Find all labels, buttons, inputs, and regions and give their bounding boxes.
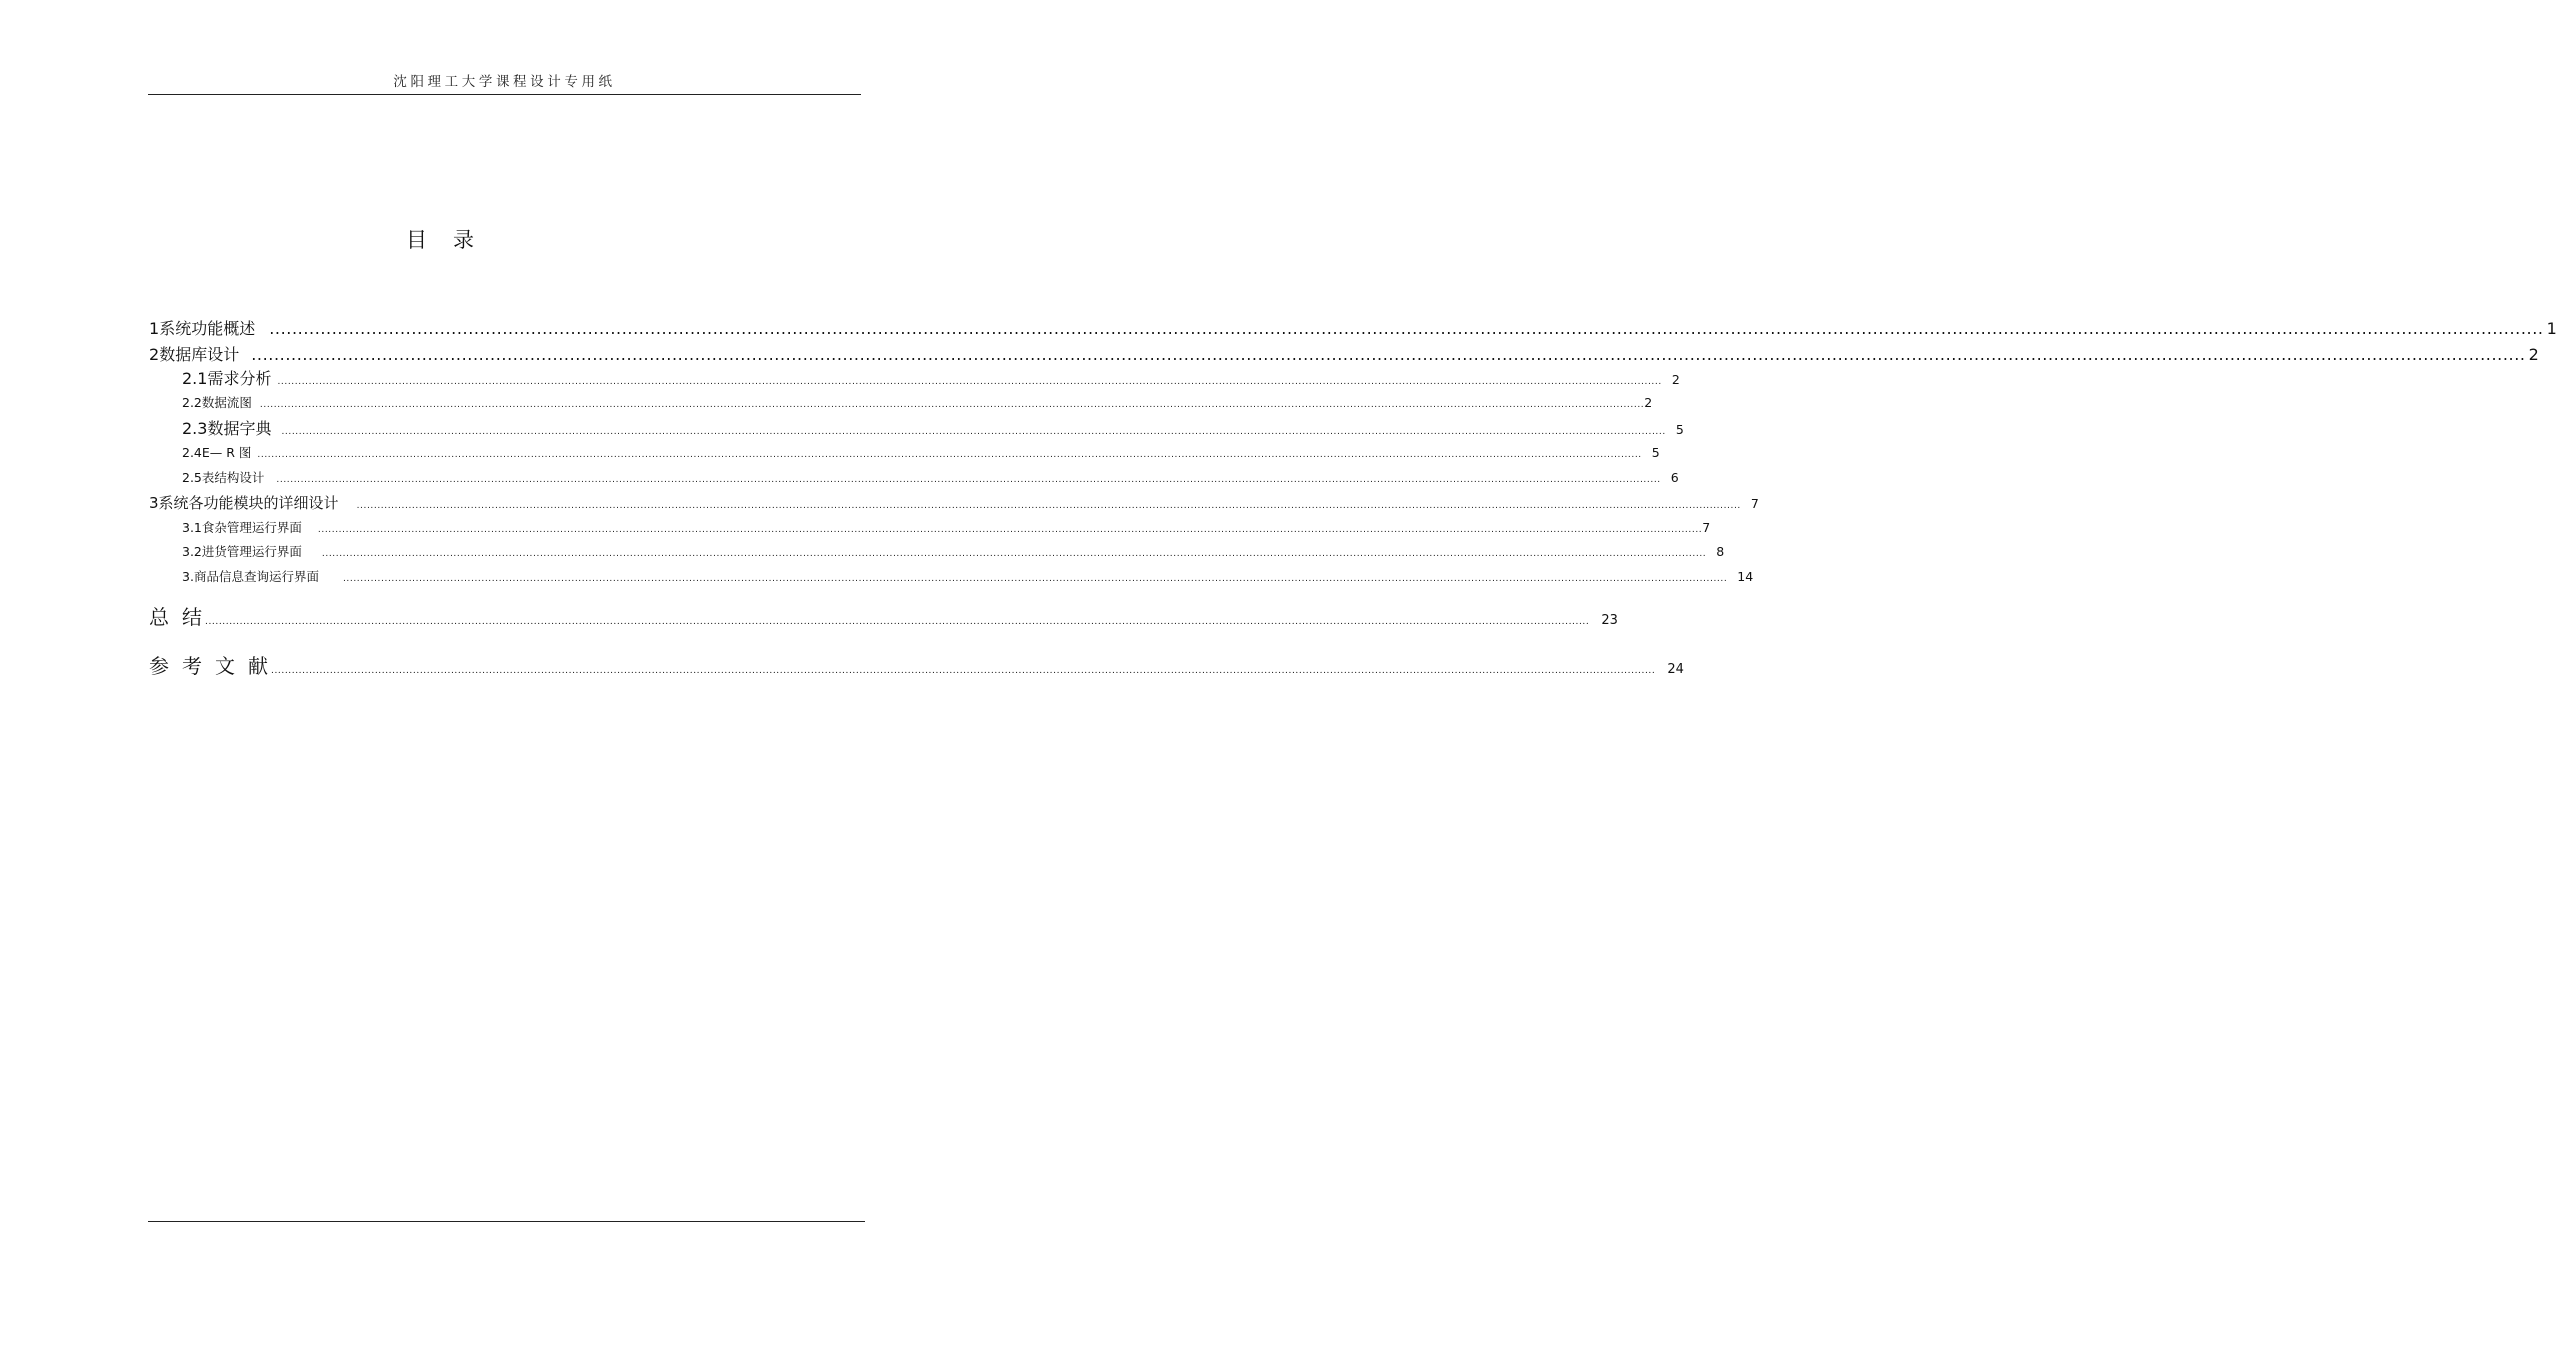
toc-leader-dots: ................................................................................................................................................................................................................................................................................................................................................................................................................ (317, 525, 1703, 535)
toc-leader-dots: ................................................................................................................................................................................................................................................................................................................................................................................................................ (259, 400, 1645, 410)
toc-entry-page: 2 (1671, 372, 1680, 387)
toc-entry-page: 2 (1644, 395, 1653, 410)
toc-entry-number: 1 (149, 319, 160, 338)
toc-entry-2-3[interactable] (182, 416, 1684, 439)
toc-entry-label: 食杂管理运行界面 (201, 520, 302, 535)
toc-entry-2-2[interactable] (182, 393, 1653, 411)
toc-entry-3-3[interactable] (182, 567, 1754, 585)
toc-entry-label: 表结构设计 (201, 470, 265, 485)
toc-entry-label: 参考文献 (149, 654, 281, 678)
footer-divider (148, 1221, 865, 1222)
toc-entry-page: 1 (2546, 319, 2557, 338)
toc-leader-dots: ................................................................................................................................................................................................................................................................................................................................................................................................................ (276, 475, 1661, 485)
toc-entry-label: 系统功能概述 (159, 319, 256, 338)
toc-entry-2-4[interactable] (182, 443, 1660, 461)
toc-leader-dots: ................................................................................................................................................................................................................................................................................................................................................................................................................ (257, 450, 1642, 460)
toc-entry-label: 数据流图 (201, 395, 252, 410)
toc-entry-number: 3 (149, 494, 159, 512)
toc-entry-page: 7 (1750, 496, 1759, 511)
toc-entry-number: 2.1 (182, 369, 208, 388)
header-divider (148, 94, 861, 95)
toc-entry-label: E— R 图 (201, 445, 252, 460)
toc-entry-number: 3. (182, 569, 194, 584)
toc-entry-page: 6 (1670, 470, 1679, 485)
toc-entry-page: 24 (1667, 662, 1684, 677)
toc-leader-dots: ................................................................................................................................................................................................................................................................................................................................................................................................................ (277, 377, 1662, 387)
toc-entry-page: 23 (1601, 613, 1618, 628)
toc-entry-label: 商品信息查询运行界面 (193, 569, 319, 584)
toc-entry-number: 2.3 (182, 419, 208, 438)
toc-entry-label: 总结 (149, 605, 215, 629)
toc-entry-number: 2.2 (182, 395, 202, 410)
toc-entry-label: 系统各功能模块的详细设计 (158, 494, 339, 512)
toc-entry-label: 需求分析 (207, 369, 272, 388)
toc-entry-number: 3.1 (182, 520, 202, 535)
toc-title: 目录 (406, 228, 500, 252)
toc-entry-2[interactable] (149, 342, 2539, 365)
toc-entry-2-1[interactable] (182, 366, 1680, 389)
toc-entry-3-2[interactable] (182, 542, 1725, 560)
toc-entry-1[interactable] (149, 316, 2557, 339)
toc-entry-page: 7 (1702, 520, 1711, 535)
toc-entry-2-5[interactable] (182, 468, 1679, 486)
toc-entry-page: 14 (1737, 569, 1754, 584)
toc-entry-page: 5 (1675, 422, 1684, 437)
page-header-title: 沈阳理工大学课程设计专用纸 (393, 74, 616, 90)
toc-leader-dots: ................................................................................................................................................................................................................................................................................................................................................................................................................ (356, 501, 1741, 511)
toc-entry-label: 数据字典 (207, 419, 272, 438)
toc-entry-number: 2 (149, 345, 160, 364)
toc-leader-dots: ................................................................................................................................................................................................................................................................................................................................................................................................................ (342, 574, 1728, 584)
toc-entry-page: 8 (1716, 544, 1725, 559)
toc-entry-label: 进货管理运行界面 (201, 544, 302, 559)
toc-entry-number: 3.2 (182, 544, 202, 559)
toc-leader-dots: ................................................................................................................................................................................................................................................................................................................................................................................................................ (281, 427, 1666, 437)
toc-leader-dots: ................................................................................................................................................................................................................................................................................................................................................................................................................ (269, 319, 2544, 338)
toc-leader-dots: ................................................................................................................................................................................................................................................................................................................................................................................................................ (205, 617, 1590, 627)
toc-entry-number: 2.4 (182, 445, 202, 460)
toc-leader-dots: ................................................................................................................................................................................................................................................................................................................................................................................................................ (251, 345, 2526, 364)
toc-leader-dots: ................................................................................................................................................................................................................................................................................................................................................................................................................ (271, 666, 1656, 676)
toc-leader-dots: ................................................................................................................................................................................................................................................................................................................................................................................................................ (321, 549, 1707, 559)
toc-entry-3-1[interactable] (182, 518, 1711, 536)
toc-entry-summary[interactable] (149, 601, 1618, 630)
toc-entry-page: 5 (1651, 445, 1660, 460)
toc-entry-references[interactable] (149, 650, 1684, 679)
toc-entry-page: 2 (2528, 345, 2539, 364)
toc-entry-number: 2.5 (182, 470, 202, 485)
toc-entry-3[interactable] (149, 492, 1759, 513)
toc-entry-label: 数据库设计 (159, 345, 240, 364)
